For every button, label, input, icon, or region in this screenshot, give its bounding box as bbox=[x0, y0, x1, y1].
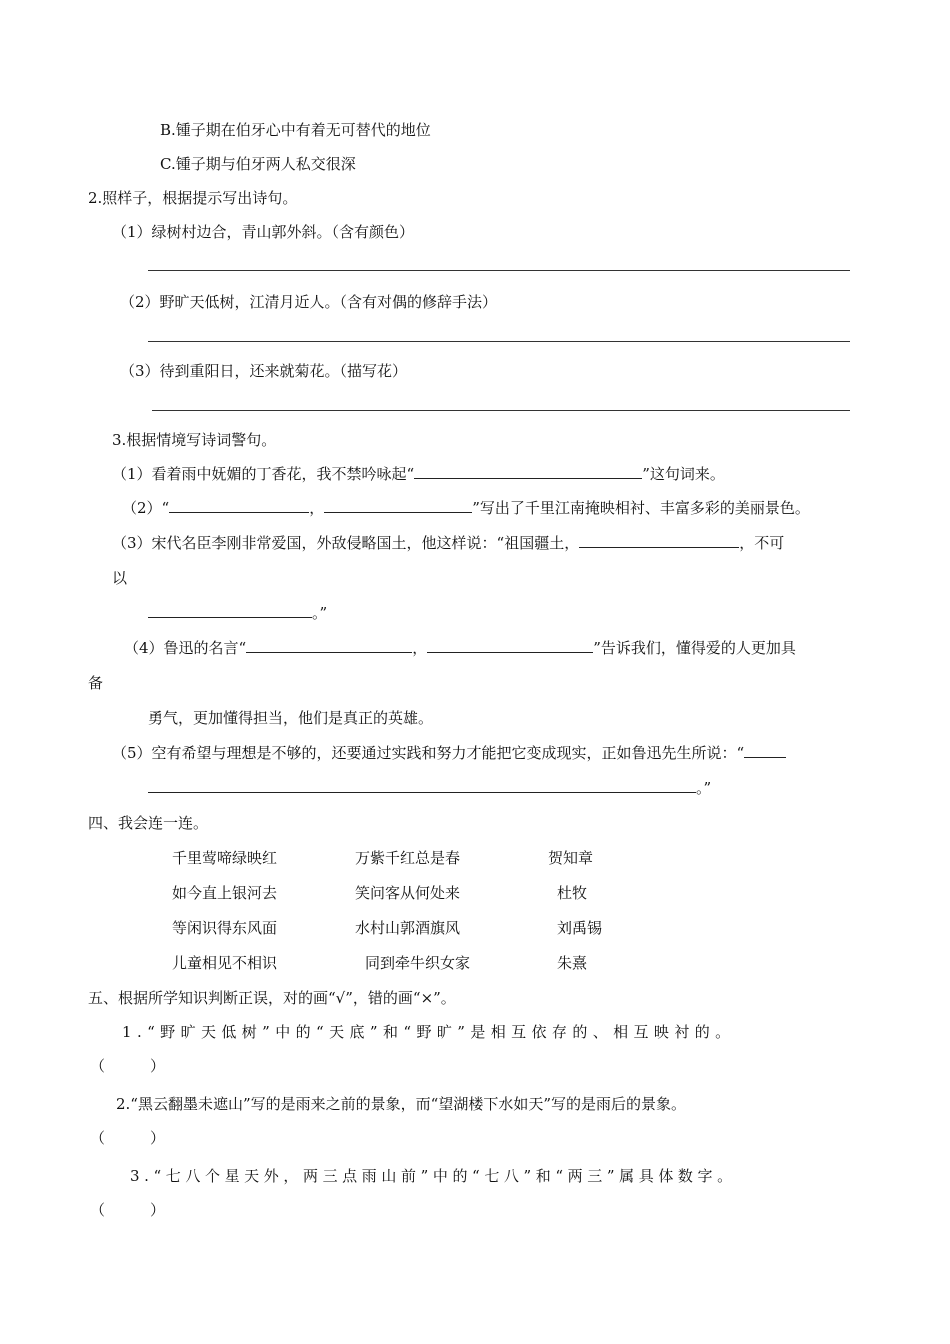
q2-item-2: （2）野旷天低树，江清月近人。（含有对偶的修辞手法） bbox=[120, 293, 498, 311]
match-mid-4[interactable]: 同到牵牛织女家 bbox=[365, 954, 471, 972]
q3-item-5-pre: （5）空有希望与理想是不够的，还要通过实践和努力才能把它变成现实，正如鲁迅先生所说：“ bbox=[112, 744, 745, 762]
answer-line-2[interactable] bbox=[148, 341, 850, 342]
q3-item-4-mid: ， bbox=[412, 639, 428, 657]
q3-item-3-line2 bbox=[148, 603, 327, 623]
q3-item-2 bbox=[122, 498, 810, 518]
q3-item-3-pre: （3）宋代名臣李刚非常爱国，外敌侵略国土，他这样说：“祖国疆土， bbox=[112, 534, 580, 552]
q3-item-2-pre: （2）“ bbox=[122, 499, 170, 517]
q3-item-4 bbox=[124, 638, 796, 658]
q3-heading: 3.根据情境写诗词警句。 bbox=[112, 431, 277, 449]
blank-3a[interactable] bbox=[579, 533, 739, 548]
q3-item-4-pre: （4）鲁迅的名言“ bbox=[124, 639, 247, 657]
blank-4a[interactable] bbox=[246, 638, 412, 653]
q3-item-4-post: ”告诉我们，懂得爱的人更加具 bbox=[593, 639, 796, 657]
answer-line-3[interactable] bbox=[152, 410, 850, 411]
match-mid-1[interactable]: 万紫千红总是春 bbox=[355, 849, 461, 867]
q3-item-3-end: 。” bbox=[312, 604, 328, 622]
q3-item-3-post: ，不可 bbox=[739, 534, 785, 552]
q3-item-5 bbox=[112, 743, 786, 763]
blank-5b[interactable] bbox=[148, 778, 696, 793]
q3-item-1-post: ”这句词来。 bbox=[642, 465, 725, 483]
q3-item-1-pre: （1）看着雨中妩媚的丁香花，我不禁吟咏起“ bbox=[112, 465, 415, 483]
q3-item-2-post: ”写出了千里江南掩映相衬、丰富多彩的美丽景色。 bbox=[472, 499, 810, 517]
blank-2a[interactable] bbox=[169, 498, 309, 513]
q3-item-5-end: 。” bbox=[696, 779, 712, 797]
judge-item-1: 1.“野旷天低树”中的“天底”和“野旷”是相互依存的、相互映衬的。 bbox=[122, 1023, 736, 1041]
match-mid-2[interactable]: 笑问客从何处来 bbox=[355, 884, 461, 902]
match-left-1[interactable]: 千里莺啼绿映红 bbox=[172, 849, 278, 867]
match-mid-3[interactable]: 水村山郭酒旗风 bbox=[355, 919, 461, 937]
judge-item-2: 2.“黑云翻墨未遮山”写的是雨来之前的景象，而“望湖楼下水如天”写的是雨后的景象。 bbox=[116, 1095, 686, 1113]
q3-item-3-wrap: 以 bbox=[112, 569, 128, 587]
section5-heading: 五、根据所学知识判断正误，对的画“√”，错的画“×”。 bbox=[88, 989, 456, 1007]
q3-item-3 bbox=[112, 533, 784, 553]
option-b: B.锺子期在伯牙心中有着无可替代的地位 bbox=[160, 121, 431, 139]
section4-heading: 四、我会连一连。 bbox=[88, 814, 209, 832]
judge-item-3: 3.“七八个星天外，两三点雨山前”中的“七八”和“两三”属具体数字。 bbox=[130, 1167, 737, 1185]
match-left-4[interactable]: 儿童相见不相识 bbox=[172, 954, 278, 972]
q3-item-5-line2 bbox=[148, 778, 711, 798]
judge-paren-1[interactable]: （ ） bbox=[90, 1057, 166, 1075]
match-left-3[interactable]: 等闲识得东风面 bbox=[172, 919, 278, 937]
option-c: C.锺子期与伯牙两人私交很深 bbox=[160, 155, 356, 173]
match-right-1[interactable]: 贺知章 bbox=[548, 849, 594, 867]
blank-5a[interactable] bbox=[744, 743, 786, 758]
q3-item-4-wrap: 备 bbox=[88, 674, 104, 692]
answer-line-1[interactable] bbox=[148, 270, 850, 271]
q3-item-1 bbox=[112, 464, 725, 484]
match-right-2[interactable]: 杜牧 bbox=[557, 884, 588, 902]
match-right-3[interactable]: 刘禹锡 bbox=[557, 919, 603, 937]
q2-item-1: （1）绿树村边合，青山郭外斜。（含有颜色） bbox=[112, 223, 415, 241]
blank-4b[interactable] bbox=[427, 638, 593, 653]
q3-item-4-cont: 勇气，更加懂得担当，他们是真正的英雄。 bbox=[148, 709, 434, 727]
q2-heading: 2.照样子，根据提示写出诗句。 bbox=[88, 189, 298, 207]
blank-3b[interactable] bbox=[148, 603, 312, 618]
blank-1[interactable] bbox=[414, 464, 642, 479]
judge-paren-3[interactable]: （ ） bbox=[90, 1201, 166, 1219]
blank-2b[interactable] bbox=[324, 498, 472, 513]
q3-item-2-mid: ， bbox=[309, 499, 325, 517]
match-right-4[interactable]: 朱熹 bbox=[557, 954, 588, 972]
match-left-2[interactable]: 如今直上银河去 bbox=[172, 884, 278, 902]
judge-paren-2[interactable]: （ ） bbox=[90, 1129, 166, 1147]
q2-item-3: （3）待到重阳日，还来就菊花。（描写花） bbox=[120, 362, 408, 380]
